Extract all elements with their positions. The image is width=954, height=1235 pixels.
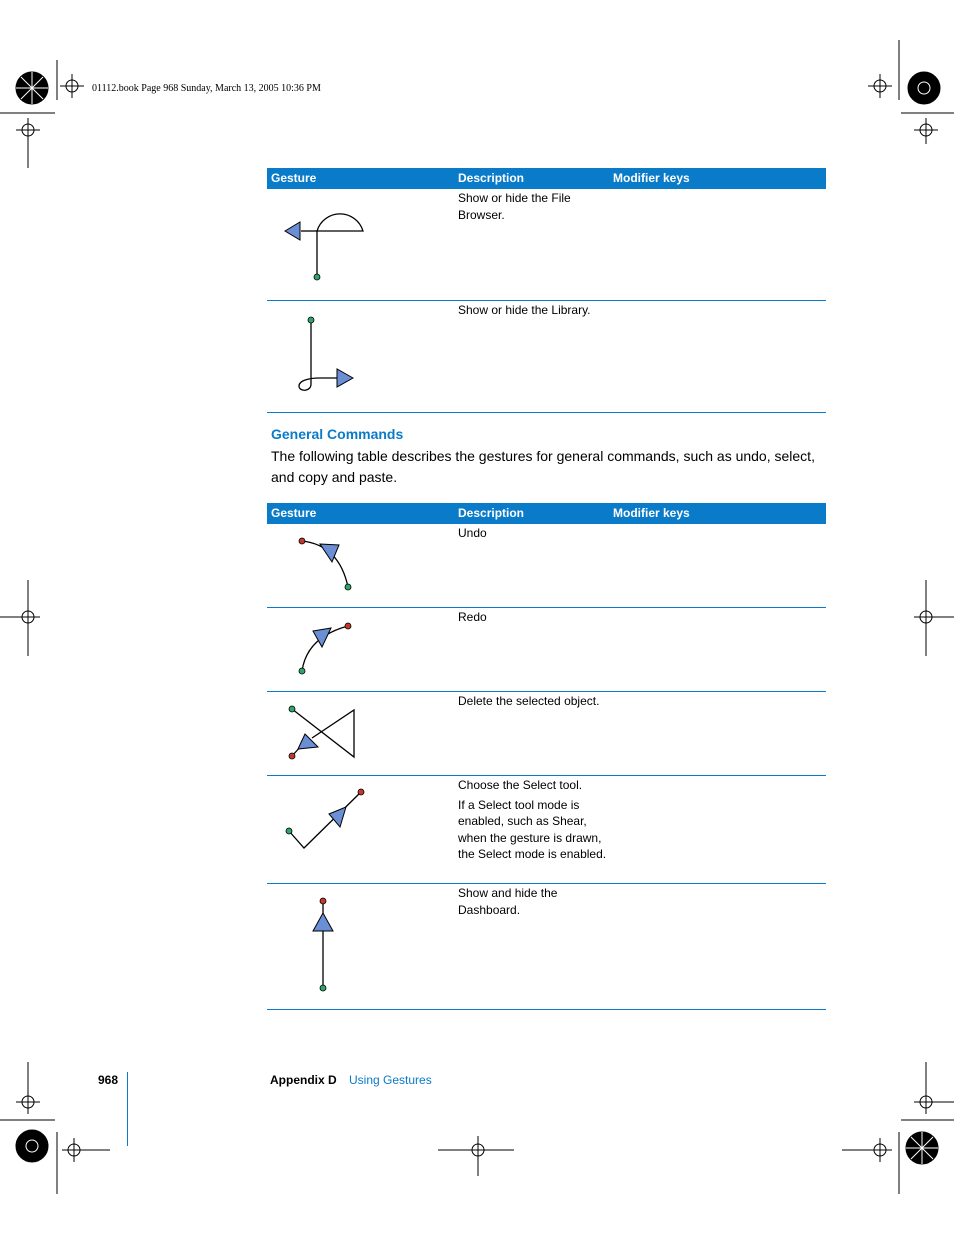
table1-row-divider [267, 300, 826, 301]
section-intro: The following table describes the gestures for general commands, such as undo, select, and copy and paste. [271, 448, 815, 485]
gesture-undo [267, 525, 447, 607]
table2-row-divider [267, 691, 826, 692]
footer-appendix: Appendix D [270, 1073, 337, 1087]
registration-mark-top-left [0, 60, 120, 180]
registration-mark-bottom-center [438, 1130, 518, 1180]
table1-row1-description [458, 190, 608, 226]
registration-mark-right-middle [904, 580, 954, 656]
table2-row5-description [458, 885, 608, 921]
header-modifier-keys: Modifier keys [613, 506, 690, 520]
gesture-library [267, 302, 447, 412]
header-description: Description [458, 506, 525, 520]
description-text: Show or hide the Library. [458, 303, 591, 317]
header-gesture: Gesture [271, 506, 317, 520]
table2-row3-description [458, 693, 608, 713]
description-text: Undo [458, 526, 487, 540]
footer-divider [127, 1072, 128, 1146]
gesture-redo [267, 609, 447, 691]
gesture-delete [267, 693, 447, 775]
table2-row4-description [458, 777, 608, 866]
header-modifier-keys: Modifier keys [613, 171, 690, 185]
table1-header [267, 168, 826, 189]
header-description: Description [458, 171, 525, 185]
gesture-select-tool [267, 777, 447, 883]
description-text: If a Select tool mode is enabled, such as Shear, when the gesture is drawn, the Select mode is enabled. [458, 797, 607, 861]
table2-row-divider [267, 775, 826, 776]
registration-mark-bottom-right [834, 1062, 954, 1194]
book-slug: 01112.book Page 968 Sunday, March 13, 2005 10:36 PM [92, 83, 321, 94]
registration-mark-top-right [834, 40, 954, 180]
description-text: Show or hide the File Browser. [458, 191, 571, 222]
gesture-dashboard [267, 885, 447, 1009]
table2-header [267, 503, 826, 524]
description-text: Delete the selected object. [458, 694, 600, 708]
header-gesture: Gesture [271, 171, 317, 185]
table2-bottom-rule [267, 1009, 826, 1010]
table2-row-divider [267, 883, 826, 884]
page-number: 968 [98, 1073, 119, 1087]
description-text: Show and hide the Dashboard. [458, 886, 558, 917]
table2-row1-description [458, 525, 608, 545]
description-text: Choose the Select tool. [458, 778, 583, 792]
table1-bottom-rule [267, 412, 826, 413]
table1-row2-description [458, 302, 608, 322]
description-text: Redo [458, 610, 487, 624]
table2-row-divider [267, 607, 826, 608]
table2-row2-description [458, 609, 608, 629]
section-title: General Commands [271, 426, 404, 442]
registration-mark-left-middle [0, 580, 50, 656]
gesture-file-browser [267, 190, 447, 300]
footer-chapter-link[interactable]: Using Gestures [349, 1073, 432, 1087]
